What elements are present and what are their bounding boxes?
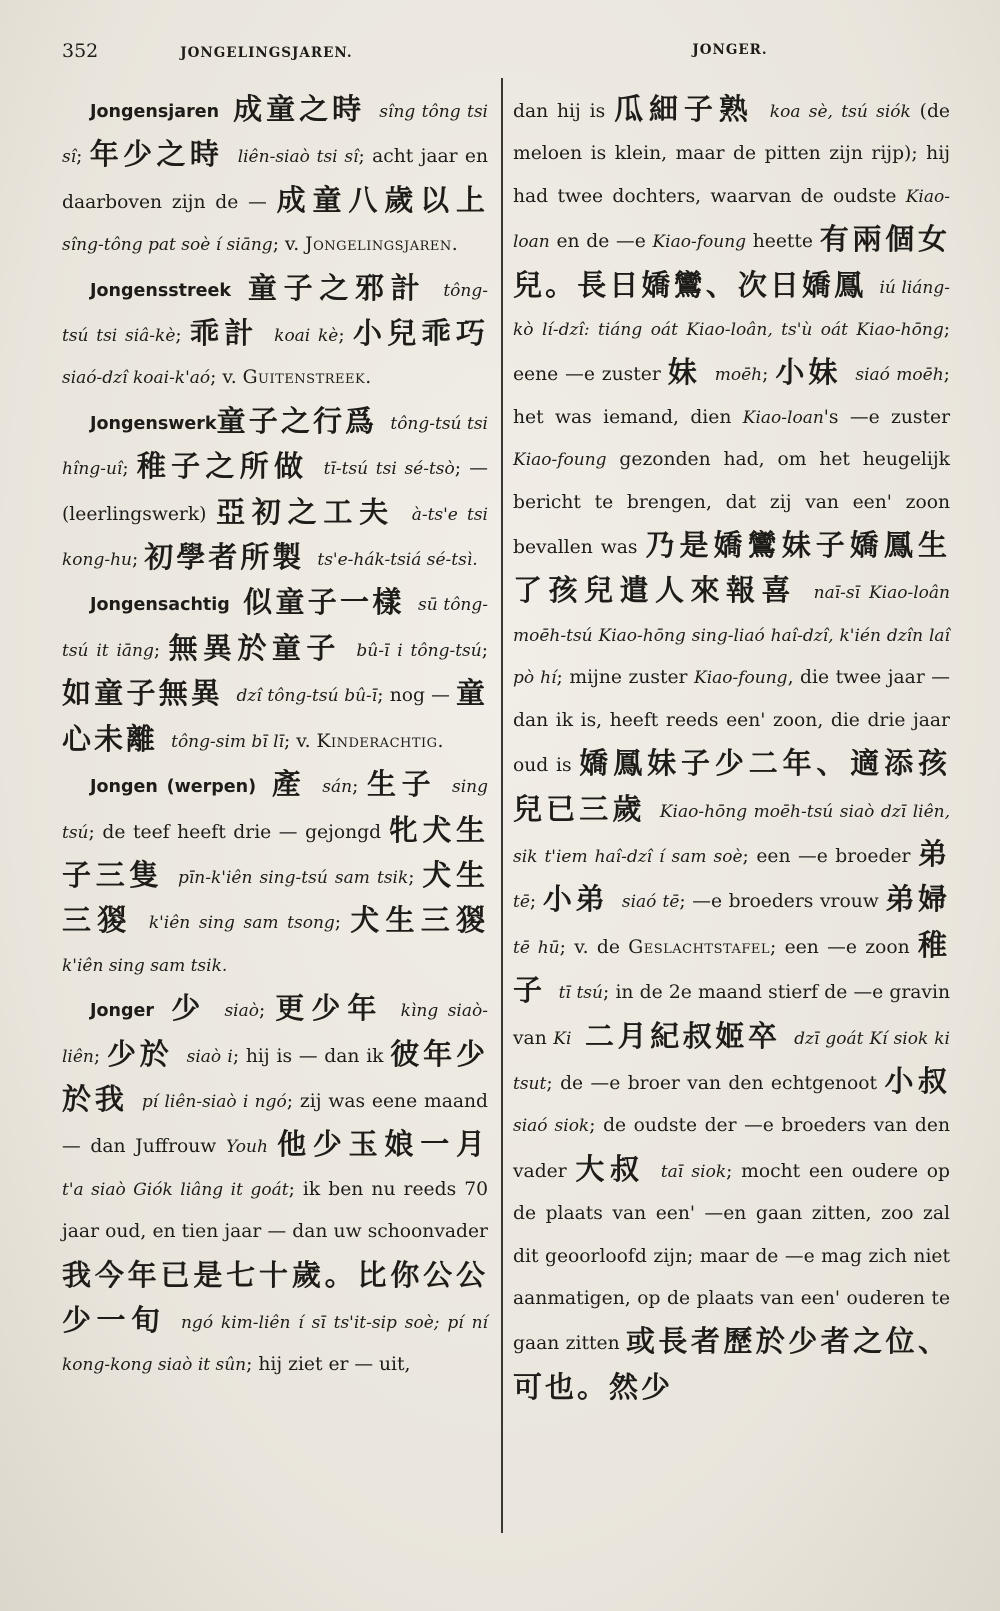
chinese-characters: 少: [154, 991, 225, 1026]
definition-text: ;: [338, 325, 353, 347]
romanization: Ki: [553, 1028, 572, 1049]
cross-reference: Guitenstreek.: [242, 367, 372, 389]
romanization: Kiao-loan: [513, 186, 950, 253]
chinese-characters: 更少年: [275, 991, 401, 1026]
chinese-characters: 成童之時: [219, 92, 380, 126]
definition-text: ; in de 2e maand stierf de —e gravin van: [513, 982, 950, 1049]
romanization: tông-tsú tsi hîng-uî: [62, 413, 488, 480]
definition-text: ; hij ziet er — uit,: [246, 1354, 411, 1376]
chinese-characters: 乃是嬌鸞妹子嬌鳳生了孩兒遣人來報喜: [513, 528, 950, 608]
definition-text: ;: [334, 912, 351, 934]
chinese-characters: 小兒乖巧: [352, 316, 488, 351]
romanization: moēh: [714, 365, 763, 386]
romanization: siaò: [224, 1001, 259, 1022]
chinese-characters: 牝犬生子三隻: [62, 812, 488, 892]
chinese-characters: 小妹: [775, 355, 856, 390]
chinese-characters: 年少之時: [89, 137, 238, 172]
definition-text: ;: [76, 146, 90, 168]
romanization: bû-ī i tông-tsú: [356, 640, 482, 661]
running-head-right: JONGER.: [692, 42, 768, 58]
romanization: siaò i: [186, 1046, 233, 1067]
chinese-characters: 亞初之工夫: [216, 494, 412, 529]
definition-text: ; mocht een oudere op de plaats van een' —en gaan zitten, zoo zal dit geoorloofd zijn; maar de —e mag zich niet aanmatigen, op de plaats van een' ouderen te gaan zitten: [513, 1160, 950, 1355]
romanization: siaó moēh: [855, 365, 944, 386]
romanization: k'iên sing sam tsik.: [62, 955, 228, 976]
romanization: siaó siok: [513, 1116, 590, 1137]
romanization: sū tông-tsú it iāng: [62, 595, 489, 661]
cross-reference: Geslachtstafel: [628, 936, 770, 958]
romanization: siaó tē: [621, 892, 680, 913]
definition-text: ; acht jaar en daarboven zijn de —: [62, 146, 488, 213]
romanization: iú liáng-kò lí-dzî: tiáng oát Kiao-loân, ts'ù oát Kiao-hōng: [513, 277, 950, 341]
chinese-characters: 產: [256, 767, 323, 802]
definition-text: ;: [762, 364, 776, 386]
page-header-left: [62, 40, 502, 70]
chinese-characters: 生子: [366, 767, 452, 802]
chinese-characters: 初學者所製: [144, 540, 318, 575]
left-column: [62, 88, 488, 1387]
definition-text: ; de —e broer van den echtgenoot: [546, 1072, 885, 1094]
definition-text: dan hij is: [513, 101, 615, 122]
dictionary-entry: [62, 987, 488, 1387]
romanization: siaó-dzî koai-k'aó: [62, 368, 211, 389]
entry-headword: Jongenswerk: [90, 413, 217, 434]
definition-text: ;: [93, 1045, 107, 1067]
chinese-characters: 稚子之所做: [136, 449, 324, 484]
definition-text: ; de teef heeft drie — gejongd: [88, 821, 389, 843]
romanization: Kiao-hōng moēh-tsú siaò dzī liên, sik t'iem haî-dzî í sam soè: [513, 801, 950, 867]
definition-text: ; —e broeders vrouw: [679, 891, 886, 913]
romanization: Kiao-foung: [652, 232, 747, 253]
entry-headword: Jongensstreek: [90, 280, 232, 301]
chinese-characters: 乖計: [190, 316, 275, 351]
entry-headword: Jongen (werpen): [90, 777, 257, 798]
chinese-characters: 無異於童子: [168, 630, 357, 665]
dictionary-entry: [62, 88, 488, 267]
entry-headword: Jongensachtig: [90, 595, 230, 616]
romanization: tī-tsú tsi sé-tsò: [323, 459, 455, 480]
chinese-characters: 他少玉娘一月: [277, 1127, 488, 1162]
chinese-characters: 我今年已是七十歲。比你公公少一旬: [62, 1257, 488, 1337]
definition-text: ; ik ben nu reeds 70 jaar oud, en tien jaar — dan uw schoonvader: [62, 1178, 488, 1243]
definition-text: ;: [481, 639, 488, 661]
romanization: liên-siaò tsi sî: [237, 147, 359, 168]
definition-text: ; mijne zuster: [556, 667, 694, 689]
chinese-characters: 小弟: [542, 882, 622, 917]
romanization: tē hū: [513, 937, 560, 958]
definition-text: ;: [122, 458, 137, 480]
chinese-characters: 妹: [667, 355, 715, 390]
definition-text: ;: [153, 639, 169, 661]
chinese-characters: 小叔: [884, 1063, 950, 1098]
definition-text: ; v. de: [559, 936, 629, 958]
romanization: kìng siaò-liên: [62, 1001, 488, 1067]
romanization: dzî tông-tsú bû-ī: [236, 686, 378, 707]
definition-text: ;: [258, 1000, 276, 1022]
definition-text: heette: [746, 231, 820, 253]
romanization: taī siok: [660, 1161, 727, 1182]
definition-text: ;: [132, 549, 145, 571]
chinese-characters: 有兩個女兒。長日嬌鸞、次日嬌鳳: [513, 222, 950, 302]
definition-text: ; een —e broeder: [742, 845, 918, 867]
dictionary-entry: [62, 581, 488, 763]
definition-text: ; hij is — dan ik: [232, 1045, 391, 1067]
romanization: naī-sī Kiao-loân moēh-tsú Kiao-hōng sing-liaó haî-dzî, k'ién dzîn laî pò hí: [513, 583, 950, 689]
chinese-characters: 弟: [917, 836, 950, 871]
definition-text: en de —e: [549, 231, 653, 253]
romanization: ts'e-hák-tsiá sé-tsì.: [317, 550, 478, 571]
chinese-characters: 犬生三猣: [350, 903, 488, 938]
definition-text: (de meloen is klein, maar de pitten zijn rijp); hij had twee dochters, waarvan de oudste: [513, 101, 950, 207]
chinese-characters: 童子之行爲: [216, 403, 391, 438]
chinese-characters: 彼年少於我: [62, 1036, 488, 1116]
definition-text: ;: [408, 866, 423, 888]
romanization: pīn-k'iên sing-tsú sam tsik: [177, 867, 409, 888]
definition-text: ; v.: [210, 367, 243, 389]
cross-reference: Kinderachtig.: [316, 730, 444, 752]
romanization: tông-tsú tsi siâ-kè: [62, 280, 488, 347]
romanization: sán: [322, 777, 353, 798]
romanization: tī tsú: [558, 983, 603, 1004]
column-divider: [501, 78, 503, 1533]
romanization: Kiao-foung: [694, 668, 788, 689]
chinese-characters: 瓜細子熟: [614, 92, 770, 126]
romanization: dzī goát Kí siok ki tsut: [513, 1028, 950, 1094]
chinese-characters: 童子之邪計: [231, 270, 444, 305]
chinese-characters: 童心未離: [62, 676, 488, 756]
romanization: t'a siaò Giók liâng it goát: [62, 1179, 289, 1200]
chinese-characters: 或長者歷於少者之位、可也。然少: [513, 1324, 950, 1404]
chinese-characters: 稚子: [513, 927, 950, 1008]
definition-text: , die twee jaar — dan ik is, heeft reeds een' zoon, die drie jaar oud is: [513, 667, 950, 777]
definition-text: ;: [175, 325, 190, 347]
running-head-left: JONGELINGSJAREN.: [180, 45, 353, 61]
definition-text: ;: [352, 776, 367, 798]
page-number: 352: [62, 40, 99, 62]
romanization: koai kè: [274, 326, 339, 347]
dictionary-entry: [62, 400, 488, 582]
romanization: koa sè, tsú siók: [769, 102, 911, 122]
romanization: ngó kim-liên í sī ts'it-sip soè; pí ní kong-kong siaò it sûn: [62, 1312, 488, 1376]
chinese-characters: 似童子一樣: [229, 585, 418, 620]
definition-text: ; — (leerlingswerk): [62, 458, 488, 525]
romanization: Kiao-loan: [742, 407, 824, 428]
chinese-characters: 大叔: [575, 1151, 661, 1186]
romanization: Kiao-foung: [513, 450, 607, 471]
romanization: à-ts'e tsi kong-hu: [62, 504, 488, 571]
entry-headword: Jonger: [90, 1001, 155, 1022]
dictionary-entry: [62, 763, 488, 987]
definition-text: ; eene —e zuster: [513, 319, 950, 386]
romanization: Youh: [226, 1137, 278, 1158]
entry-headword: Jongensjaren: [90, 102, 220, 122]
chinese-characters: 成童八歲以上: [276, 182, 488, 217]
romanization: pí liên-siaò i ngó: [141, 1091, 287, 1112]
definition-text: ;: [529, 891, 543, 913]
definition-text: ; v.: [272, 234, 306, 256]
romanization: k'iên sing sam tsong: [148, 913, 335, 934]
definition-text: gezonden had, om het heugelijk bericht te brengen, dat zij van een' zoon bevallen was: [513, 449, 950, 559]
romanization: sîng-tông pat soè í siāng: [62, 235, 273, 256]
dictionary-entry: [62, 267, 488, 400]
romanization: tông-sim bī lī: [171, 731, 285, 752]
continued-entry: [513, 88, 950, 1411]
chinese-characters: 如童子無異: [62, 676, 237, 711]
chinese-characters: 嬌鳳妹子少二年、適添孩兒已三歲: [513, 746, 950, 826]
chinese-characters: 犬生三猣: [62, 857, 488, 938]
definition-text: 's —e zuster: [823, 406, 951, 428]
romanization: sing tsú: [62, 777, 488, 843]
chinese-characters: 二月紀叔姬卒: [571, 1018, 795, 1053]
cross-reference: Jongelingsjaren.: [305, 234, 459, 256]
chinese-characters: 少於: [106, 1036, 187, 1071]
chinese-characters: 弟婦: [885, 882, 950, 917]
definition-text: ; het was iemand, dien: [513, 364, 950, 428]
right-column: [513, 88, 950, 1411]
romanization: sîng tông tsi sî: [62, 102, 488, 168]
definition-text: ; de oudste der —e broeders van den vader: [513, 1115, 950, 1182]
definition-text: ; zij was eene maand — dan Juffrouw: [62, 1090, 488, 1158]
definition-text: ; nog —: [377, 685, 456, 707]
definition-text: ; v.: [284, 730, 317, 752]
definition-text: ; een —e zoon: [769, 936, 918, 958]
romanization: tē: [513, 892, 530, 913]
